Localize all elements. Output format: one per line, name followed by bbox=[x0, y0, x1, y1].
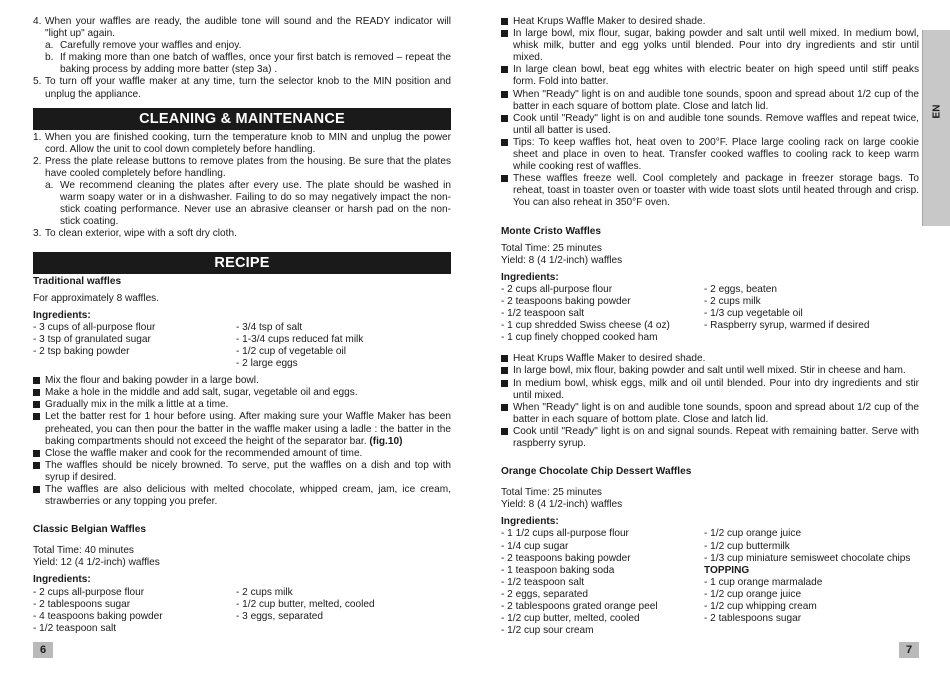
belgian-ingredient-right: - 3 eggs, separated bbox=[236, 610, 323, 622]
monte-ingredient-right: - 2 eggs, beaten bbox=[704, 283, 777, 295]
usage-subitem-text: If making more than one batch of waffles, once your first batch is removed – repeat the baking process by adding more batter (step 3a) . bbox=[60, 52, 451, 76]
orange-ingredient-item: - 1/2 cup butter, melted, cooled bbox=[501, 613, 640, 625]
belgian-time: Total Time: 40 minutes bbox=[33, 545, 134, 557]
traditional-step-content: The waffles are also delicious with melted chocolate, whipped cream, jam, ice cream, strawberries or any topping you prefer. bbox=[45, 484, 451, 508]
orange-ingredient-item: - 1/2 teaspoon salt bbox=[501, 576, 585, 588]
monte-step-content: In large bowl, mix flour, baking powder and salt until well mixed. Stir in cheese and ham. bbox=[513, 365, 906, 377]
orange-ingredients-left bbox=[501, 528, 704, 637]
traditional-step-text bbox=[45, 387, 451, 399]
belgian-step bbox=[501, 137, 919, 173]
traditional-step-text bbox=[45, 484, 451, 508]
traditional-step-content: The waffles should be nicely browned. To serve, put the waffles on a dish and top with syrup if desired. bbox=[45, 459, 451, 483]
traditional-ingredient-right: - 2 large eggs bbox=[236, 358, 298, 370]
usage-item-text: To turn off your waffle maker at any time, turn the selector knob to the MIN position and unplug the appliance. bbox=[45, 76, 451, 100]
monte-title: Monte Cristo Waffles bbox=[501, 225, 602, 237]
traditional-ingredient-left: - 3 tsp of granulated sugar bbox=[33, 333, 151, 345]
belgian-step-content: When "Ready" light is on and audible tone sounds, spoon and spread about 1/2 cup of the batter in each square of bottom plate. Close and latch lid. bbox=[513, 88, 919, 112]
monte-step-text bbox=[513, 353, 919, 365]
usage-subitem-letter: b. bbox=[45, 52, 54, 64]
traditional-ingredient-row bbox=[33, 322, 451, 334]
traditional-step-content: Let the batter rest for 1 hour before using. After making sure your Waffle Maker has been preheated, you can then pour the batter in the waffle maker using a ladle : the batter in the baking compartments should not exceed the height of the separator bar. bbox=[45, 411, 451, 447]
traditional-step bbox=[33, 460, 451, 484]
belgian-ingredient-right bbox=[236, 623, 451, 635]
usage-subitem bbox=[33, 40, 451, 52]
traditional-step bbox=[33, 411, 451, 447]
usage-item-text: When your waffles are ready, the audible tone will sound and the READY indicator will "light up" again. bbox=[45, 16, 451, 40]
monte-ingredient-right: - Raspberry syrup, warmed if desired bbox=[704, 320, 870, 332]
traditional-step-content: Gradually mix in the milk a little at a time. bbox=[45, 399, 229, 411]
square-bullet-icon bbox=[501, 30, 508, 37]
traditional-ingredient-right: - 1-3/4 cups reduced fat milk bbox=[236, 333, 364, 345]
page-number-left: 6 bbox=[33, 642, 53, 658]
belgian-step bbox=[501, 173, 919, 209]
monte-yield: Yield: 8 (4 1/2-inch) waffles bbox=[501, 254, 623, 266]
traditional-ingredient-left bbox=[33, 358, 236, 370]
belgian-step-text bbox=[513, 137, 919, 173]
traditional-ingredients bbox=[33, 322, 451, 370]
traditional-step bbox=[33, 387, 451, 399]
monte-ingredient-right: - 2 cups milk bbox=[704, 295, 761, 307]
usage-item-number: 5. bbox=[33, 76, 42, 88]
cleaning-subitem-text: We recommend cleaning the plates after every use. The plate should be washed in warm soapy water or in a dishwasher. Failing to do so may negatively impact the non-stick coating performance. Never use an abrasive cleanser or harsh pad on the non-stick coating. bbox=[60, 180, 451, 228]
orange-ingredient-item: - 1 teaspoon baking soda bbox=[501, 564, 615, 576]
square-bullet-icon bbox=[33, 486, 40, 493]
monte-step-text bbox=[513, 378, 919, 402]
traditional-step-text bbox=[45, 375, 451, 387]
traditional-ingredient-right: - 3/4 tsp of salt bbox=[236, 321, 303, 333]
usage-item bbox=[33, 16, 451, 40]
traditional-step bbox=[33, 484, 451, 508]
cleaning-item-text: To clean exterior, wipe with a soft dry cloth. bbox=[45, 228, 237, 240]
topping-item-item: - 1 cup orange marmalade bbox=[704, 576, 823, 588]
orange-time: Total Time: 25 minutes bbox=[501, 487, 602, 499]
monte-ingredient-row bbox=[501, 308, 919, 320]
traditional-step-content: Make a hole in the middle and add salt, sugar, vegetable oil and eggs. bbox=[45, 387, 358, 399]
topping-item-item: - 1/2 cup orange juice bbox=[704, 588, 802, 600]
monte-steps bbox=[501, 353, 919, 450]
belgian-step bbox=[501, 64, 919, 88]
cleaning-item-text: Press the plate release buttons to remove plates from the housing. Be sure that the plates have cooled completely before handling. bbox=[45, 155, 451, 179]
traditional-step bbox=[33, 448, 451, 460]
belgian-step bbox=[501, 89, 919, 113]
monte-ingredient-right: - 1/3 cup vegetable oil bbox=[704, 308, 803, 320]
monte-ingredient-left: - 1/2 teaspoon salt bbox=[501, 308, 585, 320]
orange-ingredient-item: - 1/2 cup sour cream bbox=[501, 625, 594, 637]
belgian-step-text bbox=[513, 16, 919, 28]
belgian-step-text bbox=[513, 113, 919, 137]
monte-ingredient-row bbox=[501, 320, 919, 332]
square-bullet-icon bbox=[33, 462, 40, 469]
square-bullet-icon bbox=[501, 66, 508, 73]
square-bullet-icon bbox=[501, 428, 508, 435]
traditional-steps bbox=[33, 375, 451, 508]
monte-step bbox=[501, 426, 919, 450]
traditional-step-text bbox=[45, 448, 451, 460]
cleaning-item-text: When you are finished cooking, turn the temperature knob to MIN and unplug the power cord. Allow the unit to cool down completely before handling. bbox=[45, 131, 451, 155]
square-bullet-icon bbox=[501, 175, 508, 182]
page-number-right: 7 bbox=[899, 642, 919, 658]
belgian-step-text bbox=[513, 89, 919, 113]
traditional-ingredient-row bbox=[33, 346, 451, 358]
square-bullet-icon bbox=[33, 450, 40, 457]
orange-ingredient-item: - 1 1/2 cups all-purpose flour bbox=[501, 528, 629, 540]
usage-subitem-letter: a. bbox=[45, 40, 54, 52]
cleaning-banner: CLEANING & MAINTENANCE bbox=[33, 108, 451, 130]
recipe-banner: RECIPE bbox=[33, 252, 451, 274]
orange-ingredient-item: - 1/3 cup miniature semisweet chocolate chips bbox=[704, 552, 911, 564]
belgian-ingredients bbox=[33, 587, 451, 635]
cleaning-item bbox=[33, 228, 451, 240]
traditional-step bbox=[33, 399, 451, 411]
traditional-ingredient-row bbox=[33, 358, 451, 370]
monte-step-text bbox=[513, 426, 919, 450]
monte-step bbox=[501, 402, 919, 426]
belgian-ingredient-row bbox=[33, 599, 451, 611]
traditional-step-content: Close the waffle maker and cook for the recommended amount of time. bbox=[45, 447, 363, 459]
traditional-ingredients-label: Ingredients: bbox=[33, 309, 91, 321]
cleaning-subitem bbox=[33, 180, 451, 228]
monte-step-content: Heat Krups Waffle Maker to desired shade. bbox=[513, 353, 706, 365]
cleaning-item-number: 1. bbox=[33, 131, 42, 143]
belgian-steps bbox=[501, 16, 919, 210]
monte-time: Total Time: 25 minutes bbox=[501, 242, 602, 254]
cleaning-steps-list bbox=[33, 132, 451, 241]
monte-step-content: Cook until "Ready" light is on and signal sounds. Repeat with remaining batter. Serve with raspberry syrup. bbox=[513, 425, 919, 449]
topping-item-item: - 1/2 cup whipping cream bbox=[704, 601, 817, 613]
belgian-step bbox=[501, 28, 919, 64]
belgian-ingredient-right: - 1/2 cup butter, melted, cooled bbox=[236, 598, 375, 610]
traditional-title: Traditional waffles bbox=[33, 275, 122, 287]
belgian-ingredient-right: - 2 cups milk bbox=[236, 586, 293, 598]
cleaning-subitem-letter: a. bbox=[45, 180, 54, 192]
monte-step-text bbox=[513, 402, 919, 426]
square-bullet-icon bbox=[501, 139, 508, 146]
square-bullet-icon bbox=[501, 18, 508, 25]
monte-step bbox=[501, 378, 919, 402]
traditional-step-content: Mix the flour and baking powder in a large bowl. bbox=[45, 375, 259, 387]
orange-ingredient-item: - 1/2 cup buttermilk bbox=[704, 540, 790, 552]
traditional-ingredient-left: - 3 cups of all-purpose flour bbox=[33, 321, 156, 333]
monte-ingredient-row bbox=[501, 296, 919, 308]
square-bullet-icon bbox=[33, 389, 40, 396]
usage-subitem-text: Carefully remove your waffles and enjoy. bbox=[60, 40, 242, 52]
belgian-ingredient-left: - 2 cups all-purpose flour bbox=[33, 586, 145, 598]
belgian-ingredients-label: Ingredients: bbox=[33, 574, 91, 586]
square-bullet-icon bbox=[501, 91, 508, 98]
monte-step bbox=[501, 353, 919, 365]
orange-ingredient-item: - 2 eggs, separated bbox=[501, 588, 588, 600]
monte-ingredients bbox=[501, 284, 919, 344]
orange-ingredient-item: - 2 tablespoons grated orange peel bbox=[501, 601, 658, 613]
orange-ingredients-right bbox=[704, 528, 919, 637]
monte-ingredient-right bbox=[704, 332, 919, 344]
belgian-step-text bbox=[513, 173, 919, 209]
square-bullet-icon bbox=[501, 367, 508, 374]
belgian-step-content: Cook until "Ready" light is on and audible tone sounds. Remove waffles and repeat twice, until all batter is used. bbox=[513, 112, 919, 136]
square-bullet-icon bbox=[33, 401, 40, 408]
belgian-step-text bbox=[513, 64, 919, 88]
language-tab-label: EN bbox=[931, 104, 943, 119]
cleaning-item bbox=[33, 132, 451, 156]
belgian-step bbox=[501, 16, 919, 28]
monte-step-text bbox=[513, 365, 919, 377]
belgian-step-content: These waffles freeze well. Cool completely and package in freezer storage bags. To reheat, toast in toaster oven or toaster with wide toast slots until heated through and crisp. You can also reheat in 350°F oven. bbox=[513, 173, 919, 209]
topping-label: TOPPING bbox=[704, 564, 750, 576]
orange-ingredients bbox=[501, 528, 919, 637]
monte-ingredients-label: Ingredients: bbox=[501, 271, 559, 283]
usage-steps-list bbox=[33, 16, 451, 101]
usage-subitem bbox=[33, 52, 451, 76]
belgian-step-content: Tips: To keep waffles hot, heat oven to 200°F. Place large cooling rack on large cookie sheet and place in oven to heat. Transfer cooked waffles to cooling rack to keep warm while cooking rest of waffles. bbox=[513, 136, 919, 173]
language-tab bbox=[922, 30, 950, 226]
left-page bbox=[33, 16, 451, 635]
orange-ingredient-item: - 1/2 cup orange juice bbox=[704, 528, 802, 540]
belgian-ingredient-row bbox=[33, 587, 451, 599]
belgian-step-content: In large clean bowl, beat egg whites with electric beater on high speed until stiff peaks form. Fold into batter. bbox=[513, 64, 919, 88]
figure-reference: (fig.10) bbox=[369, 435, 403, 447]
belgian-ingredient-row bbox=[33, 623, 451, 635]
topping-item-item: - 2 tablespoons sugar bbox=[704, 613, 802, 625]
right-page bbox=[501, 16, 919, 637]
monte-ingredient-left: - 2 teaspoons baking powder bbox=[501, 295, 631, 307]
topping-list bbox=[704, 577, 919, 625]
belgian-step-text bbox=[513, 28, 919, 64]
monte-ingredient-row bbox=[501, 284, 919, 296]
belgian-ingredient-left: - 2 tablespoons sugar bbox=[33, 598, 131, 610]
usage-item-number: 4. bbox=[33, 16, 42, 27]
traditional-ingredient-left: - 2 tsp baking powder bbox=[33, 345, 130, 357]
traditional-ingredient-right: - 1/2 cup of vegetable oil bbox=[236, 345, 346, 357]
monte-ingredient-left: - 1 cup finely chopped cooked ham bbox=[501, 332, 658, 344]
monte-step-content: In medium bowl, whisk eggs, milk and oil until blended. Pour into dry ingredients and stir until mixed. bbox=[513, 377, 919, 401]
traditional-note: For approximately 8 waffles. bbox=[33, 292, 160, 304]
orange-ingredient-item: - 2 teaspoons baking powder bbox=[501, 552, 631, 564]
square-bullet-icon bbox=[501, 380, 508, 387]
traditional-step-text bbox=[45, 399, 451, 411]
traditional-step-text bbox=[45, 411, 451, 447]
belgian-ingredient-left: - 1/2 teaspoon salt bbox=[33, 622, 117, 634]
monte-ingredient-row bbox=[501, 332, 919, 344]
square-bullet-icon bbox=[33, 413, 40, 420]
traditional-ingredient-row bbox=[33, 334, 451, 346]
usage-item bbox=[33, 76, 451, 100]
belgian-step-content: Heat Krups Waffle Maker to desired shade. bbox=[513, 16, 706, 27]
belgian-step-content: In large bowl, mix flour, sugar, baking powder and salt until well mixed. In medium bowl, whisk milk, butter and egg yolks until blended. Pour into dry ingredients and stir until mixed. bbox=[513, 28, 919, 64]
belgian-yield: Yield: 12 (4 1/2-inch) waffles bbox=[33, 557, 160, 569]
monte-ingredient-left: - 2 cups all-purpose flour bbox=[501, 283, 613, 295]
monte-step-content: When "Ready" light is on and audible tone sounds, spoon and spread about 1/2 cup of the batter in each square of bottom plate. Close and latch lid. bbox=[513, 401, 919, 425]
belgian-ingredient-left: - 4 teaspoons baking powder bbox=[33, 610, 163, 622]
orange-yield: Yield: 8 (4 1/2-inch) waffles bbox=[501, 499, 623, 511]
orange-title: Orange Chocolate Chip Dessert Waffles bbox=[501, 466, 692, 478]
traditional-step-text bbox=[45, 460, 451, 484]
square-bullet-icon bbox=[501, 115, 508, 122]
square-bullet-icon bbox=[501, 404, 508, 411]
square-bullet-icon bbox=[501, 355, 508, 362]
square-bullet-icon bbox=[33, 377, 40, 384]
cleaning-item-number: 2. bbox=[33, 155, 42, 167]
monte-step bbox=[501, 365, 919, 377]
belgian-step bbox=[501, 113, 919, 137]
traditional-step bbox=[33, 375, 451, 387]
belgian-ingredient-row bbox=[33, 611, 451, 623]
belgian-title: Classic Belgian Waffles bbox=[33, 524, 146, 536]
cleaning-item-number: 3. bbox=[33, 228, 42, 240]
orange-ingredients-label: Ingredients: bbox=[501, 516, 559, 528]
cleaning-item bbox=[33, 156, 451, 180]
monte-ingredient-left: - 1 cup shredded Swiss cheese (4 oz) bbox=[501, 320, 670, 332]
orange-ingredient-item: - 1/4 cup sugar bbox=[501, 540, 569, 552]
